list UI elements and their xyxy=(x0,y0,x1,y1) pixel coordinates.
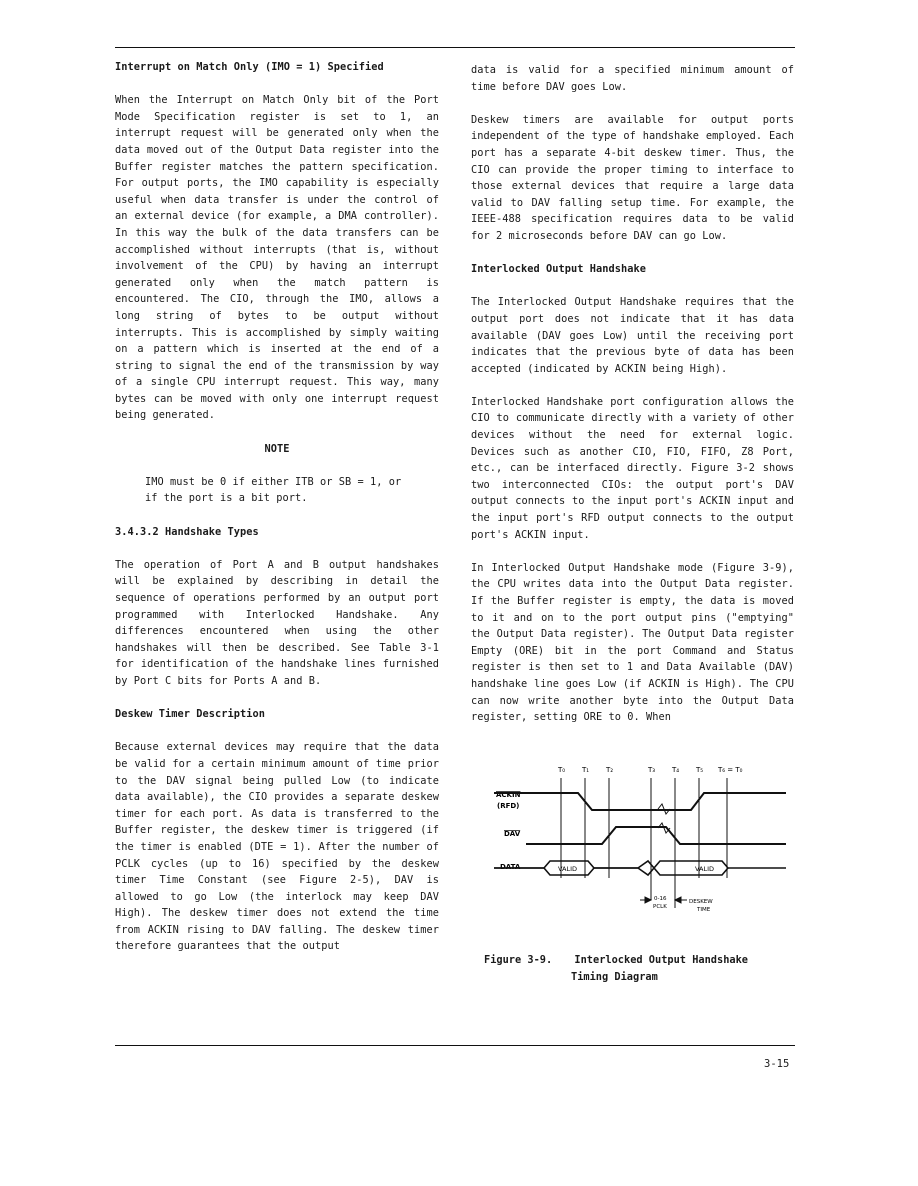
time-label-t2: T₂ xyxy=(606,766,614,774)
caption-line-1: Interlocked Output Handshake xyxy=(574,954,748,966)
data-waveform xyxy=(494,861,786,875)
left-column xyxy=(115,59,439,972)
data-valid-label-1: VALID xyxy=(558,865,578,873)
signal-ackin-label: ACKIN xyxy=(496,791,521,799)
time-label-t5: T₅ xyxy=(696,766,704,774)
heading-imo: Interrupt on Match Only (IMO = 1) Specified xyxy=(115,61,384,73)
figure-caption xyxy=(484,952,784,986)
timing-diagram xyxy=(490,760,790,920)
paragraph-interlocked-3: In Interlocked Output Handshake mode (Figure 3-9), the CPU writes data into the Output Data register. If the Buffer register is empty, the data is moved to it and on to the port output pins ("emptying" the Output Data register). The Output Data register Empty (ORE) bit in the port Command and Status register is then set to 1 and Data Available (DAV) handshake line goes Low (if ACKIN is High). The CPU can now write another byte into the Output Data register, setting ORE to 0. When xyxy=(471,561,794,724)
paragraph-deskew: Because external devices may require that the data be valid for a certain minimum amount of time prior to the DAV signal being pulled Low (to indicate data available), the CIO provides a separate deskew timer for each port. As data is transferred to the Buffer register, the deskew timer is triggered (if the timer is enabled (DTE = 1). After the number of PCLK cycles (up to 16) specified by the deskew timer Time Constant (see Figure 2-5), DAV is allowed to go Low (the interlock may keep DAV High). The deskew timer does not extend the time from ACKIN rising to DAV falling. The deskew timer therefore guarantees that the output xyxy=(115,741,439,953)
bottom-rule xyxy=(115,1045,795,1046)
paragraph-deskew-ports: Deskew timers are available for output ports independent of the type of handshake employed. Each port has a separate 4-bit deskew timer. Thus, the CIO can provide the proper timing to interface to those external devices that require a large data valid to DAV falling setup time. For example, the IEEE-488 specification requires data to be valid for 2 microseconds before DAV can go Low. xyxy=(471,113,794,242)
paragraph-handshake-types: The operation of Port A and B output handshakes will be explained by describing in detail the sequence of operations performed by an output port programmed with Interlocked Handshake. Any differences encountered when using the other handshakes will then be described. See Table 3-1 for identification of the handshake lines furnished by Port C bits for Ports A and B. xyxy=(115,558,439,687)
time-label-t6: T₆ = T₀ xyxy=(718,766,743,774)
note-heading: NOTE xyxy=(264,442,290,455)
dav-waveform xyxy=(526,827,786,844)
signal-data-label: DATA xyxy=(500,863,521,871)
deskew-label-1: DESKEW xyxy=(689,899,713,905)
data-valid-label-2: VALID xyxy=(695,865,715,873)
heading-handshake-types: 3.4.3.2 Handshake Types xyxy=(115,525,259,538)
right-column xyxy=(471,62,794,742)
time-label-t1: T₁ xyxy=(582,766,590,774)
top-rule xyxy=(115,47,795,48)
paragraph-interlocked-2: Interlocked Handshake port configuration allows the CIO to communicate directly with a variety of other devices without the need for external logic. Devices such as another CIO, FIO, FIFO, Z8 Port, etc., can be interfaced directly. Figure 3-2 shows two interconnected CIOs: the output port's DAV output connects to the input port's ACKIN input and the input port's RFD output connects to the output port's ACKIN input. xyxy=(471,395,794,541)
caption-line-2: Timing Diagram xyxy=(571,971,658,983)
signal-rfd-label: (RFD) xyxy=(497,802,520,810)
time-label-t4: T₄ xyxy=(672,766,680,774)
page-number: 3-15 xyxy=(764,1058,790,1070)
signal-dav-label: DAV xyxy=(504,830,521,838)
caption-number: Figure 3-9. xyxy=(484,954,553,966)
paragraph-imo: When the Interrupt on Match Only bit of the Port Mode Specification register is set to 1, an interrupt request will be generated only when the data moved out of the Output Data register into the Buffer register matches the pattern specification. For output ports, the IMO capability is especially useful when data transfer is under the control of an external device (for example, a DMA controller). In this way the bulk of the data transfers can be accomplished without interrupts (that is, without involvement of the CPU) by having an interrupt generated only when the match pattern is encountered. The CIO, through the IMO, allows a long string of bytes to be output without interrupts. This is accomplished by simply waiting on a pattern which is inserted at the end of a string to signal the end of the transmission by way of a single CPU interrupt request. This way, many bytes can be moved with only one interrupt request being generated. xyxy=(115,94,439,422)
note-text: IMO must be 0 if either ITB or SB = 1, or if the port is a bit port. xyxy=(145,475,402,505)
pclk-label-1: 0-16 xyxy=(654,896,667,902)
heading-interlocked: Interlocked Output Handshake xyxy=(471,263,646,276)
pclk-label-2: PCLK xyxy=(653,904,667,910)
heading-deskew: Deskew Timer Description xyxy=(115,708,265,721)
ackin-waveform xyxy=(494,793,786,810)
time-label-t3: T₃ xyxy=(648,766,656,774)
paragraph-interlocked-1: The Interlocked Output Handshake requires that the output port does not indicate that it has data available (DAV goes Low) until the receiving port indicates that the previous byte of data has been accepted (indicated by ACKIN being High). xyxy=(471,296,794,375)
deskew-label-2: TIME xyxy=(697,907,711,913)
time-label-t0: T₀ xyxy=(558,766,566,774)
paragraph-continued: data is valid for a specified minimum amount of time before DAV goes Low. xyxy=(471,64,794,93)
